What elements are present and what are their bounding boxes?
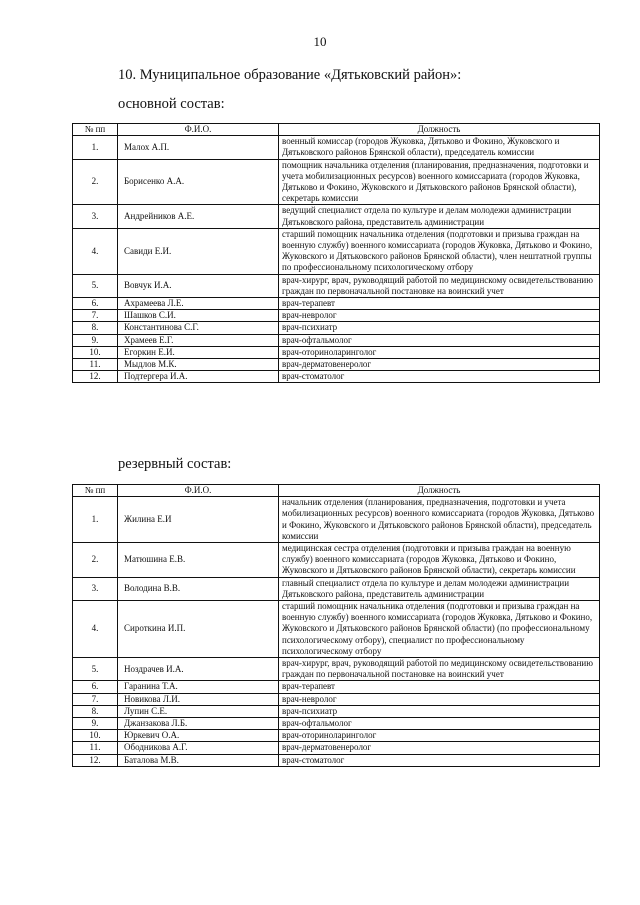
member-name: Ободникова А.Г. <box>118 742 279 754</box>
table-row <box>73 658 600 681</box>
row-number: 4. <box>73 228 118 274</box>
table-header-row <box>73 124 600 136</box>
member-name: Жилина Е.И <box>118 497 279 543</box>
table-row <box>73 730 600 742</box>
member-name: Егоркин Е.И. <box>118 346 279 358</box>
table-row <box>73 334 600 346</box>
row-number: 8. <box>73 705 118 717</box>
column-header-name: Ф.И.О. <box>118 124 279 136</box>
member-name: Храмеев Е.Г. <box>118 334 279 346</box>
member-position: врач-невролог <box>279 693 600 705</box>
row-number: 3. <box>73 205 118 228</box>
column-header-num: № пп <box>73 485 118 497</box>
member-name: Подтергера И.А. <box>118 371 279 383</box>
member-name: Сироткина И.П. <box>118 601 279 658</box>
table-row <box>73 601 600 658</box>
reserve-composition-table <box>72 484 600 767</box>
member-position: врач-терапевт <box>279 681 600 693</box>
member-position: начальник отделения (планирования, предназначения, подготовки и учета мобилизационных ресурсов) военного комиссариата (городов Жуковка, Дятьково и Фокино, Жуковского и Дятьковского районов Брянской области), председатель комиссии <box>279 497 600 543</box>
table-header-row <box>73 485 600 497</box>
table-row <box>73 205 600 228</box>
member-name: Матюшина Е.В. <box>118 543 279 578</box>
member-position: врач-дерматовенеролог <box>279 742 600 754</box>
member-name: Гаранина Т.А. <box>118 681 279 693</box>
member-name: Лупин С.Е. <box>118 705 279 717</box>
member-name: Баталова М.В. <box>118 754 279 766</box>
table-row <box>73 136 600 159</box>
member-name: Андрейников А.Е. <box>118 205 279 228</box>
table-row <box>73 742 600 754</box>
table-row <box>73 497 600 543</box>
table-row <box>73 543 600 578</box>
table-row <box>73 359 600 371</box>
member-name: Борисенко А.А. <box>118 159 279 205</box>
section-title: 10. Муниципальное образование «Дятьковский район»: <box>118 67 462 83</box>
column-header-num: № пп <box>73 124 118 136</box>
member-position: врач-дерматовенеролог <box>279 359 600 371</box>
row-number: 11. <box>73 359 118 371</box>
row-number: 7. <box>73 310 118 322</box>
row-number: 2. <box>73 159 118 205</box>
member-position: врач-хирург, врач, руководящий работой по медицинскому освидетельствованию граждан по первоначальной постановке на воинский учет <box>279 658 600 681</box>
main-table-body <box>73 136 600 383</box>
member-position: старший помощник начальника отделения (подготовки и призыва граждан на военную службу) военного комиссариата (городов Жуковка, Дятьково и Фокино, Жуковского и Дятьковского районов Брянской области), член нештатной группы по профессиональному психологическому отбору <box>279 228 600 274</box>
member-name: Ахрамеева Л.Е. <box>118 298 279 310</box>
table-row <box>73 159 600 205</box>
row-number: 2. <box>73 543 118 578</box>
main-composition-heading: основной состав: <box>118 96 225 112</box>
member-position: ведущий специалист отдела по культуре и делам молодежи администрации Дятьковского района, представитель администрации <box>279 205 600 228</box>
row-number: 6. <box>73 298 118 310</box>
row-number: 4. <box>73 601 118 658</box>
member-name: Савиди Е.И. <box>118 228 279 274</box>
row-number: 1. <box>73 497 118 543</box>
member-position: врач-офтальмолог <box>279 334 600 346</box>
table-row <box>73 228 600 274</box>
member-position: медицинская сестра отделения (подготовки и призыва граждан на военную службу) военного комиссариата (городов Жуковка, Дятьково и Фокино, Жуковского и Дятьковского районов Брянской области), секретарь комиссии <box>279 543 600 578</box>
row-number: 12. <box>73 754 118 766</box>
member-name: Мыдлов М.К. <box>118 359 279 371</box>
row-number: 11. <box>73 742 118 754</box>
row-number: 7. <box>73 693 118 705</box>
row-number: 12. <box>73 371 118 383</box>
member-name: Константинова С.Г. <box>118 322 279 334</box>
table-row <box>73 705 600 717</box>
row-number: 10. <box>73 346 118 358</box>
row-number: 3. <box>73 577 118 600</box>
member-position: врач-офтальмолог <box>279 718 600 730</box>
table-row <box>73 754 600 766</box>
row-number: 5. <box>73 658 118 681</box>
table-row <box>73 693 600 705</box>
row-number: 6. <box>73 681 118 693</box>
member-name: Володина В.В. <box>118 577 279 600</box>
member-position: старший помощник начальника отделения (подготовки и призыва граждан на военную службу) военного комиссариата (городов Жуковка, Дятьково и Фокино, Жуковского и Дятьковского районов Брянской области) (по профессиональному психологическому отбору), специалист по профессиональному психологическому отбору <box>279 601 600 658</box>
main-composition-table <box>72 123 600 383</box>
member-position: главный специалист отдела по культуре и делам молодежи администрации Дятьковского района, представитель администрации <box>279 577 600 600</box>
table-row <box>73 371 600 383</box>
member-name: Шашков С.И. <box>118 310 279 322</box>
member-name: Малох А.П. <box>118 136 279 159</box>
member-position: врач-стоматолог <box>279 754 600 766</box>
member-position: помощник начальника отделения (планирования, предназначения, подготовки и учета мобилизационных ресурсов) военного комиссариата (городов Жуковка, Дятьково и Фокино, Жуковского и Дятьковского районов Брянской области), секретарь комиссии <box>279 159 600 205</box>
member-position: врач-стоматолог <box>279 371 600 383</box>
member-name: Джанзакова Л.Б. <box>118 718 279 730</box>
table-row <box>73 346 600 358</box>
reserve-composition-heading: резервный состав: <box>118 456 232 472</box>
table-row <box>73 718 600 730</box>
table-row <box>73 274 600 297</box>
member-position: врач-терапевт <box>279 298 600 310</box>
member-position: врач-психиатр <box>279 705 600 717</box>
row-number: 10. <box>73 730 118 742</box>
reserve-table-body <box>73 497 600 767</box>
table-row <box>73 298 600 310</box>
member-name: Новикова Л.И. <box>118 693 279 705</box>
member-position: врач-невролог <box>279 310 600 322</box>
table-row <box>73 322 600 334</box>
column-header-position: Должность <box>279 124 600 136</box>
row-number: 5. <box>73 274 118 297</box>
member-position: врач-хирург, врач, руководящий работой по медицинскому освидетельствованию граждан по первоначальной постановке на воинский учет <box>279 274 600 297</box>
row-number: 9. <box>73 718 118 730</box>
row-number: 1. <box>73 136 118 159</box>
row-number: 9. <box>73 334 118 346</box>
member-name: Юркевич О.А. <box>118 730 279 742</box>
member-position: врач-оториноларинголог <box>279 346 600 358</box>
member-position: военный комиссар (городов Жуковка, Дятьково и Фокино, Жуковского и Дятьковского районов Брянской области), председатель комиссии <box>279 136 600 159</box>
member-name: Ноздрачев И.А. <box>118 658 279 681</box>
column-header-name: Ф.И.О. <box>118 485 279 497</box>
page-number: 10 <box>313 34 327 49</box>
row-number: 8. <box>73 322 118 334</box>
table-row <box>73 681 600 693</box>
member-name: Вовчук И.А. <box>118 274 279 297</box>
member-position: врач-оториноларинголог <box>279 730 600 742</box>
column-header-position: Должность <box>279 485 600 497</box>
member-position: врач-психиатр <box>279 322 600 334</box>
table-row <box>73 577 600 600</box>
table-row <box>73 310 600 322</box>
